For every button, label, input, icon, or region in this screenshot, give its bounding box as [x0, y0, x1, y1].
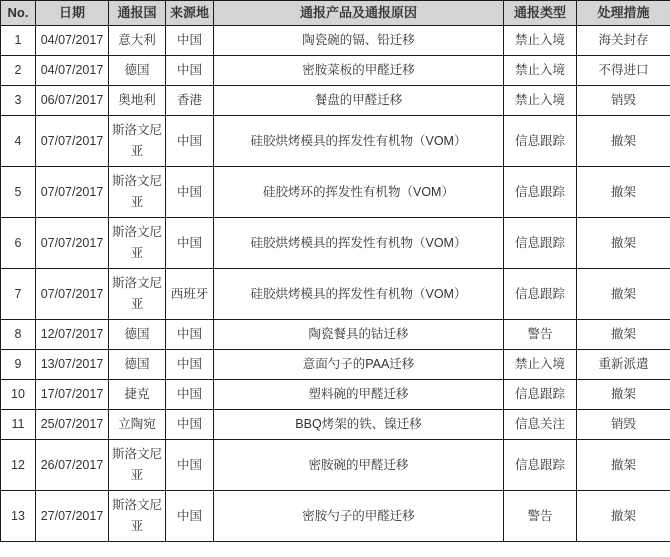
table-cell: 销毁	[577, 86, 670, 116]
table-cell: 硅胶烤环的挥发性有机物（VOM）	[214, 167, 504, 218]
table-cell: 1	[1, 26, 36, 56]
table-cell: 13/07/2017	[36, 350, 109, 380]
table-cell: 撤架	[577, 167, 670, 218]
table-cell: 信息跟踪	[504, 440, 577, 491]
table-cell: 中国	[166, 380, 214, 410]
table-cell: 撤架	[577, 269, 670, 320]
table-cell: 禁止入境	[504, 26, 577, 56]
table-cell: 27/07/2017	[36, 491, 109, 542]
table-cell: BBQ烤架的铁、镍迁移	[214, 410, 504, 440]
table-cell: 撤架	[577, 116, 670, 167]
table-cell: 7	[1, 269, 36, 320]
table-row	[1, 350, 670, 380]
table-cell: 不得进口	[577, 56, 670, 86]
table-cell: 信息跟踪	[504, 116, 577, 167]
table-cell: 斯洛文尼亚	[109, 491, 166, 542]
table-cell: 密胺碗的甲醛迁移	[214, 440, 504, 491]
table-row	[1, 26, 670, 56]
table-cell: 信息跟踪	[504, 380, 577, 410]
table-cell: 斯洛文尼亚	[109, 440, 166, 491]
table-cell: 07/07/2017	[36, 116, 109, 167]
table-cell: 9	[1, 350, 36, 380]
table-cell: 07/07/2017	[36, 269, 109, 320]
table-cell: 12/07/2017	[36, 320, 109, 350]
table-row	[1, 269, 670, 320]
table-cell: 04/07/2017	[36, 26, 109, 56]
table-cell: 硅胶烘烤模具的挥发性有机物（VOM）	[214, 269, 504, 320]
table-cell: 中国	[166, 116, 214, 167]
table-row	[1, 380, 670, 410]
table-cell: 撤架	[577, 380, 670, 410]
table-cell: 中国	[166, 167, 214, 218]
table-cell: 密胺勺子的甲醛迁移	[214, 491, 504, 542]
table-row	[1, 440, 670, 491]
table-cell: 信息关注	[504, 410, 577, 440]
table-row	[1, 86, 670, 116]
table-cell: 8	[1, 320, 36, 350]
table-cell: 警告	[504, 320, 577, 350]
table-cell: 中国	[166, 491, 214, 542]
table-header	[1, 1, 670, 26]
table-cell: 10	[1, 380, 36, 410]
table-cell: 陶瓷餐具的钴迁移	[214, 320, 504, 350]
table-cell: 25/07/2017	[36, 410, 109, 440]
table-cell: 陶瓷碗的镉、铅迁移	[214, 26, 504, 56]
column-header: 处理措施	[577, 1, 670, 26]
table-cell: 海关封存	[577, 26, 670, 56]
table-cell: 11	[1, 410, 36, 440]
table-cell: 意大利	[109, 26, 166, 56]
header-row	[1, 1, 670, 26]
table-row	[1, 410, 670, 440]
table-cell: 中国	[166, 440, 214, 491]
table-cell: 中国	[166, 218, 214, 269]
table-cell: 04/07/2017	[36, 56, 109, 86]
table-cell: 信息跟踪	[504, 218, 577, 269]
table-cell: 德国	[109, 56, 166, 86]
table-cell: 07/07/2017	[36, 218, 109, 269]
table-cell: 撤架	[577, 320, 670, 350]
table-cell: 中国	[166, 350, 214, 380]
table-cell: 德国	[109, 320, 166, 350]
table-cell: 奥地利	[109, 86, 166, 116]
column-header: 来源地	[166, 1, 214, 26]
table-cell: 斯洛文尼亚	[109, 269, 166, 320]
column-header: 通报国	[109, 1, 166, 26]
table-cell: 香港	[166, 86, 214, 116]
table-cell: 销毁	[577, 410, 670, 440]
table-cell: 07/07/2017	[36, 167, 109, 218]
table-cell: 2	[1, 56, 36, 86]
table-cell: 警告	[504, 491, 577, 542]
table-cell: 17/07/2017	[36, 380, 109, 410]
table-row	[1, 56, 670, 86]
table-cell: 禁止入境	[504, 350, 577, 380]
table-cell: 撤架	[577, 440, 670, 491]
column-header: 通报类型	[504, 1, 577, 26]
table-row	[1, 167, 670, 218]
table-cell: 西班牙	[166, 269, 214, 320]
table-cell: 06/07/2017	[36, 86, 109, 116]
table-cell: 德国	[109, 350, 166, 380]
table-cell: 13	[1, 491, 36, 542]
table-cell: 中国	[166, 320, 214, 350]
table-row	[1, 218, 670, 269]
table-row	[1, 320, 670, 350]
table-cell: 斯洛文尼亚	[109, 116, 166, 167]
table-cell: 撤架	[577, 491, 670, 542]
table-cell: 中国	[166, 410, 214, 440]
table-cell: 3	[1, 86, 36, 116]
table-cell: 撤架	[577, 218, 670, 269]
table-cell: 4	[1, 116, 36, 167]
table-cell: 塑料碗的甲醛迁移	[214, 380, 504, 410]
table-cell: 禁止入境	[504, 86, 577, 116]
column-header: No.	[1, 1, 36, 26]
table-body	[1, 26, 670, 542]
table-cell: 信息跟踪	[504, 269, 577, 320]
table-cell: 重新派遣	[577, 350, 670, 380]
table-cell: 禁止入境	[504, 56, 577, 86]
table-cell: 斯洛文尼亚	[109, 218, 166, 269]
column-header: 通报产品及通报原因	[214, 1, 504, 26]
table-row	[1, 491, 670, 542]
table-cell: 立陶宛	[109, 410, 166, 440]
table-cell: 5	[1, 167, 36, 218]
table-cell: 餐盘的甲醛迁移	[214, 86, 504, 116]
table-cell: 硅胶烘烤模具的挥发性有机物（VOM）	[214, 116, 504, 167]
column-header: 日期	[36, 1, 109, 26]
table-cell: 意面勺子的PAA迁移	[214, 350, 504, 380]
table-cell: 硅胶烘烤模具的挥发性有机物（VOM）	[214, 218, 504, 269]
table-cell: 密胺菜板的甲醛迁移	[214, 56, 504, 86]
table-row	[1, 116, 670, 167]
table-cell: 中国	[166, 26, 214, 56]
table-cell: 12	[1, 440, 36, 491]
table-cell: 信息跟踪	[504, 167, 577, 218]
table-cell: 斯洛文尼亚	[109, 167, 166, 218]
table-cell: 6	[1, 218, 36, 269]
table-cell: 26/07/2017	[36, 440, 109, 491]
table-cell: 中国	[166, 56, 214, 86]
table-cell: 捷克	[109, 380, 166, 410]
